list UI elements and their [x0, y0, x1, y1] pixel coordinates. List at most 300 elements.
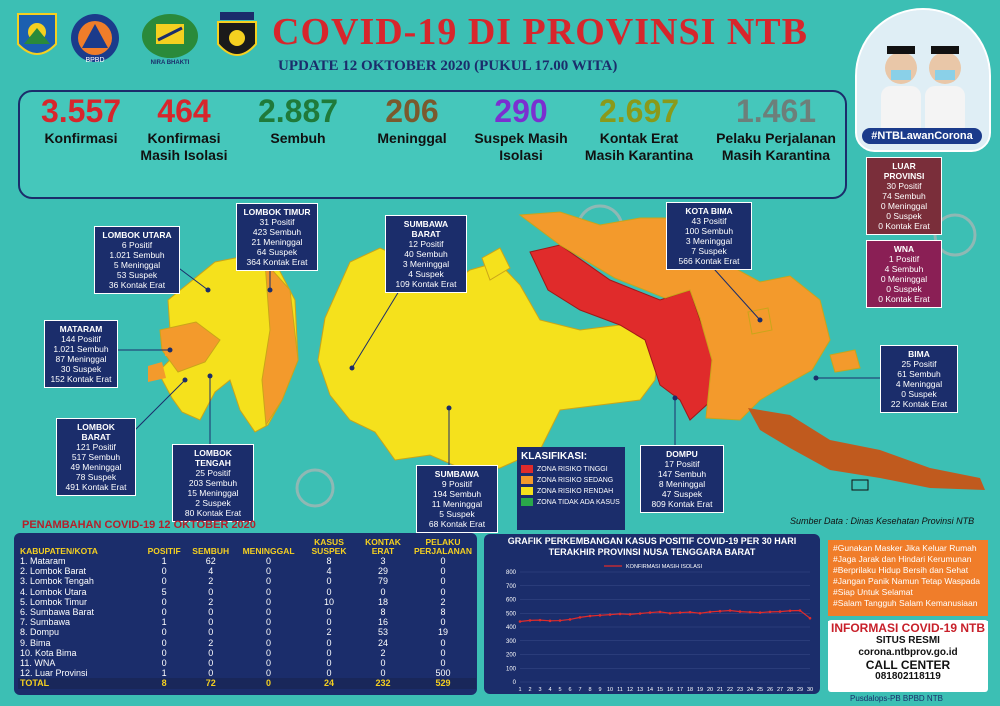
- region-stat: 3 Meninggal: [685, 236, 733, 246]
- table-cell: 0: [440, 556, 446, 566]
- table-cell: 4: [326, 566, 332, 577]
- table-cell: 5: [161, 586, 167, 597]
- x-tick-label: 1: [518, 687, 522, 693]
- region-stat: 109 Kontak Erat: [395, 279, 457, 289]
- data-point: [569, 618, 572, 621]
- table-cell: 0: [161, 647, 167, 658]
- table-cell: 0: [326, 607, 332, 618]
- region-stat: 25 Positif: [195, 468, 231, 478]
- table-cell: 0: [266, 576, 272, 587]
- table-cell: 10: [323, 596, 334, 607]
- region-stat: 203 Sembuh: [188, 478, 238, 488]
- stat-sembuh: [245, 92, 351, 147]
- region-stat: 2 Suspek: [195, 498, 231, 508]
- region-card-sumbawa: [416, 465, 498, 533]
- table-cell: 2. Lombok Barat: [20, 566, 87, 577]
- column-header: POSITIF: [147, 546, 181, 556]
- table-cell: 72: [186, 678, 235, 688]
- data-point: [799, 609, 802, 612]
- tip-item: #Berprilaku Hidup Bersih dan Sehat: [833, 565, 969, 575]
- x-tick-label: 20: [706, 687, 714, 693]
- column-header: KASUS SUSPEK: [311, 537, 347, 556]
- data-point: [689, 611, 692, 614]
- table-row: [18, 607, 476, 617]
- table-cell: 0: [266, 556, 272, 566]
- table-cell: 0: [326, 576, 332, 587]
- table-cell: 2: [208, 576, 214, 587]
- table-cell: 0: [161, 658, 167, 669]
- table-cell: 0: [208, 586, 214, 597]
- x-tick-label: 3: [538, 687, 542, 693]
- footer-credit: Pusdalops-PB BPBD NTB: [850, 694, 943, 703]
- x-tick-label: 12: [626, 687, 634, 693]
- table-cell: 0: [326, 658, 332, 669]
- region-stat: 36 Kontak Erat: [108, 280, 166, 290]
- region-stat: 7 Suspek: [691, 246, 727, 256]
- region-stat: 517 Sembuh: [71, 452, 121, 462]
- x-tick-label: 27: [776, 687, 784, 693]
- x-tick-label: 6: [568, 687, 572, 693]
- ntb-province-logo: [14, 10, 60, 66]
- region-name: BIMA: [908, 349, 930, 359]
- info-site-link[interactable]: corona.ntbprov.go.id: [858, 647, 958, 658]
- region-card-lombok-timur: [236, 203, 318, 271]
- health-tips-panel: [828, 540, 988, 616]
- data-point: [579, 616, 582, 619]
- table-cell: 24: [377, 637, 388, 648]
- info-site-label: SITUS RESMI: [876, 635, 940, 646]
- table-cell: 29: [377, 566, 388, 577]
- table-cell: 5. Lombok Timur: [20, 596, 88, 607]
- region-stat: 17 Positif: [664, 459, 700, 469]
- region-stat: 194 Sembuh: [432, 489, 482, 499]
- table-cell: TOTAL: [18, 678, 142, 688]
- y-tick-label: 200: [505, 652, 516, 659]
- table-cell: 0: [161, 637, 167, 648]
- nira-bhakti-logo: [138, 10, 202, 66]
- stat-suspek: [465, 92, 577, 164]
- x-tick-label: 19: [696, 687, 704, 693]
- stat-value: 2.887: [257, 93, 339, 129]
- y-tick-label: 700: [505, 583, 516, 590]
- region-stat: 0 Suspek: [886, 284, 922, 294]
- legend-label: ZONA RISIKO RENDAH: [537, 487, 614, 495]
- table-cell: 0: [161, 576, 167, 587]
- tip-item: #Siap Untuk Selamat: [833, 587, 913, 597]
- table-cell: 8: [142, 678, 186, 688]
- table-cell: 19: [437, 627, 448, 638]
- region-card-luar-provinsi: [866, 157, 942, 235]
- stat-value: 2.697: [598, 93, 680, 129]
- data-point: [739, 610, 742, 613]
- table-cell: 0: [266, 617, 272, 628]
- table-cell: 0: [440, 658, 446, 669]
- stat-label: Suspek Masih Isolasi: [474, 130, 568, 163]
- region-card-dompu: [640, 445, 724, 513]
- region-card-wna: [866, 240, 942, 308]
- data-point: [729, 609, 732, 612]
- region-stat: 0 Meninggal: [880, 274, 928, 284]
- table-cell: 0: [266, 596, 272, 607]
- stat-label: Pelaku Perjalanan Masih Karantina: [716, 130, 836, 163]
- table-cell: 0: [208, 647, 214, 658]
- data-point: [619, 613, 622, 616]
- region-stat: 566 Kontak Erat: [678, 256, 740, 266]
- region-name: DOMPU: [666, 449, 698, 459]
- region-stat: 53 Suspek: [116, 270, 158, 280]
- table-cell: 0: [380, 586, 386, 597]
- table-cell: 0: [266, 627, 272, 638]
- table-cell: 0: [326, 617, 332, 628]
- table-title: PENAMBAHAN COVID-19 12 OKTOBER 2020: [22, 519, 256, 531]
- stat-meninggal: [362, 92, 462, 147]
- table-cell: 16: [377, 617, 388, 628]
- table-cell: 53: [377, 627, 388, 638]
- table-cell: 1. Mataram: [20, 556, 66, 566]
- stat-masih-isolasi: [136, 92, 232, 164]
- stat-label: Kontak Erat Masih Karantina: [584, 130, 694, 163]
- hashtag-tagline: #NTBLawanCorona: [862, 128, 982, 144]
- region-stat: 144 Positif: [61, 334, 101, 344]
- daily-addition-table: [18, 538, 476, 689]
- legend-swatch-green: [521, 498, 533, 506]
- table-row: [18, 576, 476, 586]
- table-cell: 0: [440, 617, 446, 628]
- x-tick-label: 15: [656, 687, 664, 693]
- nira-bhakti-text: NIRA BHAKTI: [150, 60, 190, 66]
- table-cell: 2: [208, 596, 214, 607]
- legend-item: [521, 487, 621, 495]
- region-stat: 0 Suspek: [901, 389, 937, 399]
- table-cell: 62: [205, 556, 216, 566]
- y-tick-label: 0: [512, 680, 516, 686]
- region-name: MATARAM: [59, 324, 103, 334]
- table-cell: 12. Luar Provinsi: [20, 668, 88, 679]
- table-cell: 8: [440, 607, 446, 618]
- info-panel: [828, 620, 988, 692]
- y-tick-label: 300: [505, 638, 516, 645]
- table-cell: 2: [440, 596, 446, 607]
- region-stat: 25 Positif: [901, 359, 937, 369]
- table-row: [18, 638, 476, 648]
- page-title: COVID-19 DI PROVINSI NTB: [272, 11, 808, 53]
- x-tick-label: 14: [646, 687, 654, 693]
- data-point: [669, 612, 672, 615]
- x-tick-label: 5: [558, 687, 562, 693]
- data-point: [709, 611, 712, 614]
- data-source: Sumber Data : Dinas Kesehatan Provinsi NTB: [790, 516, 975, 526]
- legend-item: [521, 476, 621, 484]
- x-tick-label: 7: [578, 687, 582, 693]
- region-stat: 80 Kontak Erat: [184, 508, 242, 518]
- table-cell: 529: [410, 678, 476, 688]
- region-stat: 0 Kontak Erat: [878, 294, 930, 304]
- stat-value: 290: [494, 93, 548, 129]
- info-phone[interactable]: 081802118119: [875, 671, 941, 682]
- region-stat: 12 Positif: [408, 239, 444, 249]
- table-cell: 3: [380, 556, 386, 566]
- table-row: [18, 668, 476, 678]
- table-cell: 24: [302, 678, 356, 688]
- region-stat: 5 Suspek: [439, 509, 475, 519]
- data-point: [599, 614, 602, 617]
- region-stat: 3 Meninggal: [402, 259, 450, 269]
- table-cell: 0: [208, 627, 214, 638]
- table-cell: 0: [326, 668, 332, 679]
- region-stat: 64 Suspek: [256, 247, 298, 257]
- table-cell: 2: [326, 627, 332, 638]
- x-tick-label: 2: [528, 687, 532, 693]
- virus-decoration-icon: [297, 470, 333, 506]
- data-point: [519, 620, 522, 623]
- region-stat: 9 Positif: [441, 479, 473, 489]
- data-point: [559, 619, 562, 622]
- police-logo: [214, 10, 260, 66]
- tip-item: #Gunakan Masker Jika Keluar Rumah: [833, 543, 977, 553]
- table-row: [18, 617, 476, 627]
- x-tick-label: 4: [548, 687, 552, 693]
- table-cell: 8: [326, 556, 332, 566]
- table-cell: 79: [377, 576, 388, 587]
- region-stat: 40 Sembuh: [404, 249, 448, 259]
- region-card-lombok-tengah: [172, 444, 254, 522]
- data-point: [529, 619, 532, 622]
- chart-title: GRAFIK PERKEMBANGAN KASUS POSITIF COVID-19 PER 30 HARI TERAKHIR PROVINSI NUSA TENGGARA BARAT: [507, 536, 797, 557]
- table-cell: 0: [440, 566, 446, 577]
- bpbd-logo-text: BPBD: [85, 57, 105, 64]
- x-tick-label: 18: [686, 687, 694, 693]
- legend-label: ZONA TIDAK ADA KASUS: [537, 498, 620, 506]
- region-stat: 121 Positif: [76, 442, 116, 452]
- table-cell: 0: [161, 627, 167, 638]
- table-cell: 0: [161, 596, 167, 607]
- region-stat: 8 Meninggal: [658, 479, 706, 489]
- table-cell: 500: [435, 668, 451, 679]
- table-cell: 0: [266, 566, 272, 577]
- x-tick-label: 10: [606, 687, 614, 693]
- table-cell: 1: [161, 617, 167, 628]
- table-row: [18, 627, 476, 637]
- region-stat: 1.021 Sembuh: [109, 250, 165, 260]
- tip-item: #Salam Tangguh Salam Kemanusiaan: [833, 598, 978, 608]
- tip-item: #Jaga Jarak dan Hindari Kerumunan: [833, 554, 972, 564]
- table-cell: 0: [266, 607, 272, 618]
- region-stat: 152 Kontak Erat: [50, 374, 112, 384]
- region-stat: 0 Kontak Erat: [878, 221, 930, 231]
- legend-item: [521, 465, 621, 473]
- x-tick-label: 16: [666, 687, 674, 693]
- table-cell: 0: [208, 617, 214, 628]
- table-cell: 0: [266, 647, 272, 658]
- column-header: PELAKU PERJALANAN: [413, 537, 473, 556]
- region-stat: 0 Meninggal: [880, 201, 928, 211]
- stat-value: 1.461: [735, 93, 817, 129]
- x-tick-label: 22: [726, 687, 734, 693]
- region-stat: 43 Positif: [691, 216, 727, 226]
- table-cell: 4. Lombok Utara: [20, 586, 87, 597]
- data-point: [629, 613, 632, 616]
- y-tick-label: 800: [505, 570, 516, 576]
- table-total-row: [18, 678, 476, 688]
- region-stat: 1 Positif: [888, 254, 920, 264]
- stat-value: 3.557: [40, 93, 122, 129]
- x-tick-label: 13: [636, 687, 644, 693]
- table-cell: 0: [326, 586, 332, 597]
- column-header: KABUPATEN/KOTA: [20, 546, 98, 556]
- region-stat: 5 Meninggal: [113, 260, 161, 270]
- stat-pelaku-perjalanan: [712, 92, 840, 164]
- data-point: [609, 613, 612, 616]
- region-name: WNA: [893, 244, 915, 254]
- x-tick-label: 23: [736, 687, 744, 693]
- table-cell: 1: [161, 668, 167, 679]
- region-stat: 364 Kontak Erat: [246, 257, 308, 267]
- table-cell: 0: [440, 637, 446, 648]
- column-header: KONTAK ERAT: [365, 537, 401, 556]
- inset-highlight: [852, 480, 868, 490]
- region-stat: 4 Sembuh: [884, 264, 924, 274]
- column-header: MENINGGAL: [242, 546, 295, 556]
- stat-kontak-erat: [580, 92, 698, 164]
- table-cell: 0: [266, 586, 272, 597]
- table-cell: 7. Sumbawa: [20, 617, 71, 628]
- region-stat: 491 Kontak Erat: [65, 482, 127, 492]
- region-card-lombok-utara: [94, 226, 180, 294]
- table-cell: 0: [208, 607, 214, 618]
- legend-title: KLASIFIKASI:: [521, 451, 588, 462]
- table-cell: 0: [161, 566, 167, 577]
- region-stat: 0 Suspek: [886, 211, 922, 221]
- table-cell: 0: [440, 647, 446, 658]
- table-cell: 6. Sumbawa Barat: [20, 607, 95, 618]
- region-card-mataram: [44, 320, 118, 388]
- data-point: [539, 619, 542, 622]
- table-cell: 0: [440, 576, 446, 587]
- stat-value: 464: [157, 93, 211, 129]
- x-tick-label: 25: [756, 687, 764, 693]
- table-cell: 0: [208, 658, 214, 669]
- table-row: [18, 648, 476, 658]
- y-tick-label: 100: [505, 666, 516, 673]
- x-tick-label: 30: [806, 687, 814, 693]
- legend-series-label: KONFIRMASI MASIH ISOLASI: [626, 564, 703, 570]
- region-stat: 423 Sembuh: [252, 227, 302, 237]
- region-stat: 31 Positif: [259, 217, 295, 227]
- info-call-label: CALL CENTER: [865, 658, 951, 672]
- region-stat: 21 Meninggal: [251, 237, 303, 247]
- region-name: LOMBOK TENGAH: [194, 448, 232, 468]
- stat-label: Konfirmasi: [44, 130, 118, 146]
- region-name: LOMBOK BARAT: [77, 422, 115, 442]
- table-cell: 0: [266, 637, 272, 648]
- region-stat: 100 Sembuh: [684, 226, 734, 236]
- x-tick-label: 29: [796, 687, 804, 693]
- region-stat: 1.021 Sembuh: [53, 344, 109, 354]
- stat-label: Konfirmasi Masih Isolasi: [140, 130, 228, 163]
- data-point: [779, 610, 782, 613]
- table-cell: 11. WNA: [20, 658, 56, 669]
- data-point: [679, 611, 682, 614]
- x-tick-label: 11: [617, 687, 623, 693]
- stat-label: Meninggal: [377, 130, 447, 146]
- table-cell: 0: [161, 607, 167, 618]
- stat-konfirmasi: [26, 92, 136, 147]
- x-tick-label: 21: [716, 687, 724, 693]
- region-stat: 11 Meninggal: [431, 499, 483, 509]
- data-point: [749, 611, 752, 614]
- x-tick-label: 24: [746, 687, 754, 693]
- y-tick-label: 400: [505, 625, 516, 631]
- region-stat: 78 Suspek: [75, 472, 117, 482]
- region-stat: 4 Meninggal: [895, 379, 943, 389]
- column-header: SEMBUH: [192, 546, 230, 556]
- table-header-row: [18, 538, 476, 556]
- info-title: INFORMASI COVID-19 NTB: [828, 621, 988, 635]
- table-cell: 9. Bima: [20, 637, 51, 648]
- region-stat: 4 Suspek: [408, 269, 444, 279]
- region-stat: 61 Sembuh: [897, 369, 941, 379]
- x-tick-label: 17: [676, 687, 684, 693]
- data-point: [639, 612, 642, 615]
- table-cell: 0: [380, 658, 386, 669]
- region-stat: 49 Meninggal: [70, 462, 122, 472]
- region-stat: 47 Suspek: [661, 489, 703, 499]
- data-point: [659, 611, 662, 614]
- region-name: LOMBOK TIMUR: [243, 207, 311, 217]
- data-point: [589, 615, 592, 618]
- data-point: [649, 611, 652, 614]
- data-point: [549, 620, 552, 623]
- table-cell: 8: [380, 607, 386, 618]
- x-tick-label: 8: [588, 687, 592, 693]
- legend-swatch-red: [521, 465, 533, 473]
- data-point: [719, 610, 722, 613]
- legend-label: ZONA RISIKO SEDANG: [537, 476, 614, 484]
- legend-swatch-orange: [521, 476, 533, 484]
- table-cell: 0: [208, 668, 214, 679]
- x-tick-label: 28: [786, 687, 794, 693]
- region-stat: 809 Kontak Erat: [651, 499, 713, 509]
- data-point: [769, 611, 772, 614]
- stat-value: 206: [385, 93, 439, 129]
- table-cell: 0: [266, 668, 272, 679]
- table-cell: 4: [208, 566, 214, 577]
- region-card-kota-bima: [666, 202, 752, 270]
- tip-item: #Jangan Panik Namun Tetap Waspada: [833, 576, 980, 586]
- region-stat: 87 Meninggal: [55, 354, 107, 364]
- region-stat: 68 Kontak Erat: [428, 519, 486, 529]
- region-stat: 147 Sembuh: [657, 469, 707, 479]
- y-tick-label: 600: [505, 597, 516, 604]
- data-point: [809, 617, 812, 620]
- x-tick-label: 9: [598, 687, 602, 693]
- table-cell: 0: [266, 658, 272, 669]
- table-row: [18, 658, 476, 668]
- legend-item: [521, 498, 621, 506]
- table-cell: 0: [380, 668, 386, 679]
- table-row: [18, 566, 476, 576]
- region-card-lombok-barat: [56, 418, 136, 496]
- legend-swatch-yellow: [521, 487, 533, 495]
- table-cell: 10. Kota Bima: [20, 647, 77, 658]
- region-stat: 30 Positif: [886, 181, 922, 191]
- update-date: UPDATE 12 OKTOBER 2020 (PUKUL 17.00 WITA): [278, 58, 618, 74]
- table-cell: 3. Lombok Tengah: [20, 576, 94, 587]
- region-name: SUMBAWA: [434, 469, 480, 479]
- region-name: LUAR PROVINSI: [883, 161, 925, 181]
- table-row: [18, 556, 476, 566]
- region-stat: 74 Sembuh: [882, 191, 926, 201]
